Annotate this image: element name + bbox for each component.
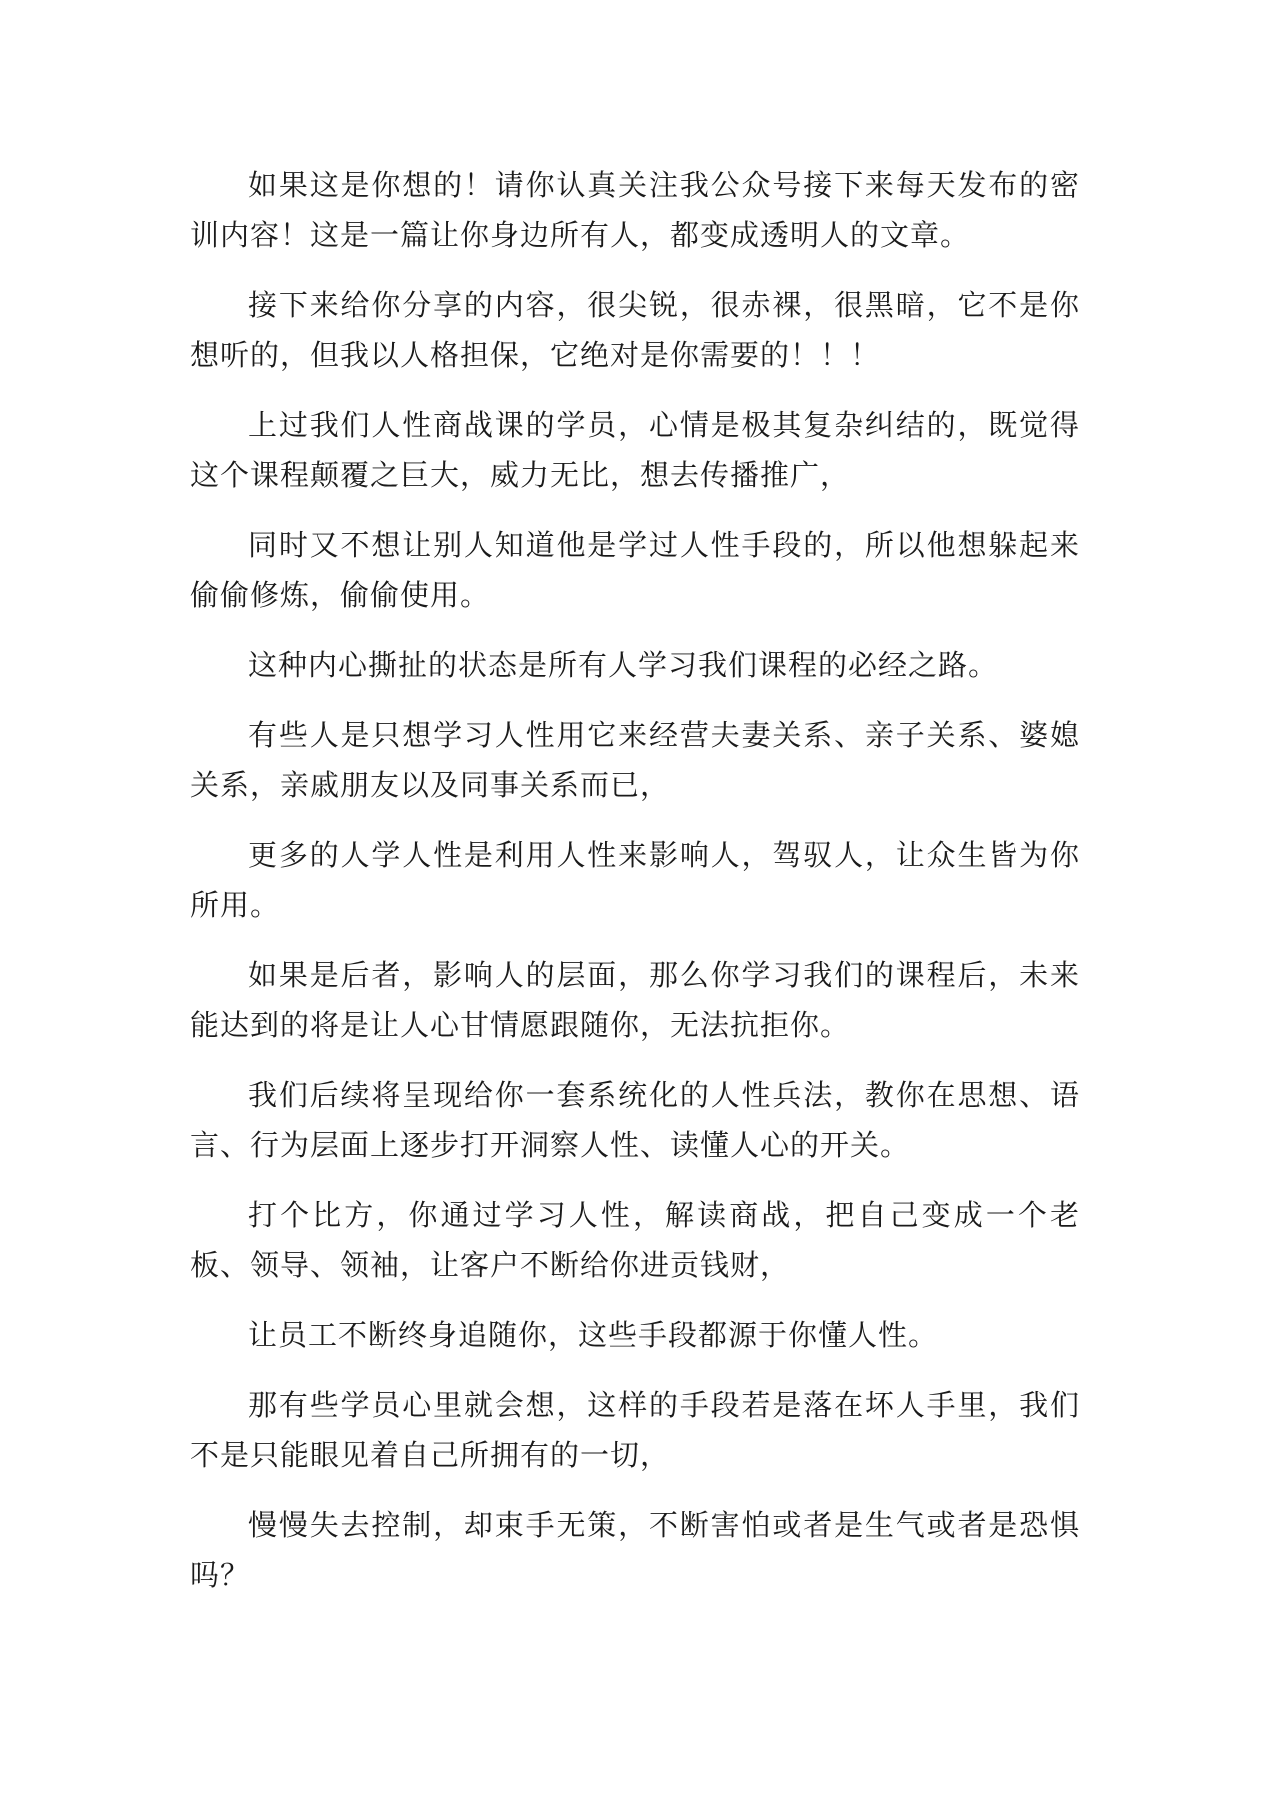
paragraph-11: 让员工不断终身追随你，这些手段都源于你懂人性。 xyxy=(248,1318,939,1352)
paragraph-12: 那有些学员心里就会想，这样的手段若是落在坏人手里，我们不是只能眼见着自己所拥有的一切， xyxy=(190,1388,1080,1472)
paragraph-2: 接下来给你分享的内容，很尖锐，很赤裸，很黑暗，它不是你想听的，但我以人格担保，它绝对是你需要的！！！ xyxy=(190,288,1080,372)
paragraph-13: 慢慢失去控制，却束手无策，不断害怕或者是生气或者是恐惧吗？ xyxy=(190,1508,1080,1592)
paragraph-6: 有些人是只想学习人性用它来经营夫妻关系、亲子关系、婆媳关系，亲戚朋友以及同事关系而已， xyxy=(190,718,1080,802)
paragraph-5: 这种内心撕扯的状态是所有人学习我们课程的必经之路。 xyxy=(248,648,999,682)
paragraph-10: 打个比方，你通过学习人性，解读商战，把自己变成一个老板、领导、领袖，让客户不断给你进贡钱财， xyxy=(190,1198,1080,1282)
paragraph-1: 如果这是你想的！请你认真关注我公众号接下来每天发布的密训内容！这是一篇让你身边所有人，都变成透明人的文章。 xyxy=(190,168,1080,252)
paragraph-8: 如果是后者，影响人的层面，那么你学习我们的课程后，未来能达到的将是让人心甘情愿跟随你，无法抗拒你。 xyxy=(190,958,1080,1042)
paragraph-7: 更多的人学人性是利用人性来影响人，驾驭人，让众生皆为你所用。 xyxy=(190,838,1080,922)
paragraph-3: 上过我们人性商战课的学员，心情是极其复杂纠结的，既觉得这个课程颠覆之巨大，威力无比，想去传播推广， xyxy=(190,408,1080,492)
paragraph-4: 同时又不想让别人知道他是学过人性手段的，所以他想躲起来偷偷修炼，偷偷使用。 xyxy=(190,528,1080,612)
document-body xyxy=(190,160,1080,1620)
paragraph-9: 我们后续将呈现给你一套系统化的人性兵法，教你在思想、语言、行为层面上逐步打开洞察人性、读懂人心的开关。 xyxy=(190,1078,1080,1162)
